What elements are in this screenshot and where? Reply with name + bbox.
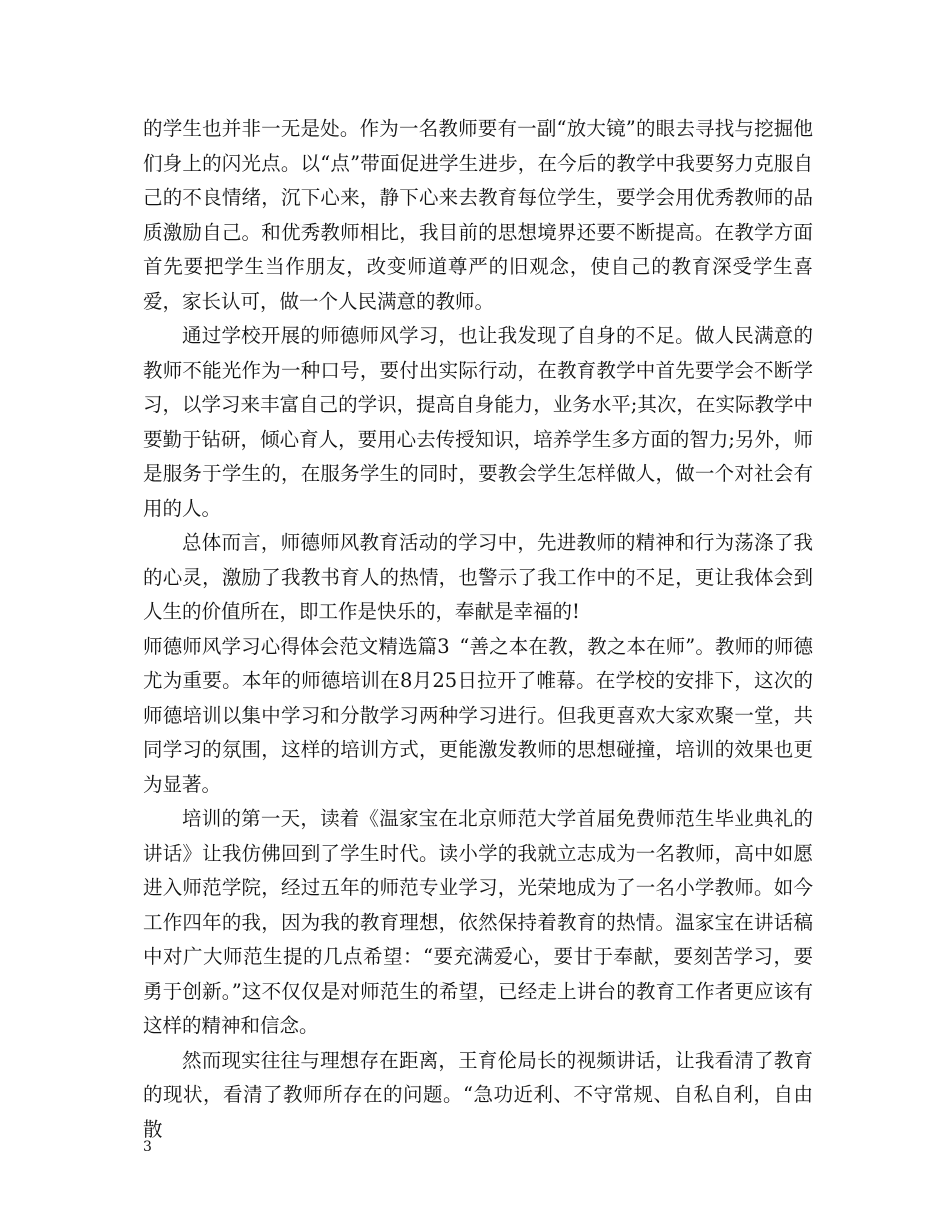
paragraph-4: [143, 630, 813, 803]
page-number: 3: [143, 1139, 152, 1155]
document-body: [143, 112, 813, 1147]
paragraph-3: 总体而言，师德师风教育活动的学习中，先进教师的精神和行为荡涤了我的心灵，激励了我教书育人的热情，也警示了我工作中的不足，更让我体会到人生的价值所在，即工作是快乐的，奉献是幸福的!: [143, 531, 813, 623]
paragraph-2: 通过学校开展的师德师风学习，也让我发现了自身的不足。做人民满意的教师不能光作为一种口号，要付出实际行动，在教育教学中首先要学会不断学习，以学习来丰富自己的学识，提高自身能力，业务水平;其次，在实际教学中要勤于钻研，倾心育人，要用心去传授知识，培养学生多方面的智力;另外，师是服务于学生的，在服务学生的同时，要教会学生怎样做人，做一个对社会有用的人。: [143, 324, 813, 520]
paragraph-1: 的学生也并非一无是处。作为一名教师要有一副“放大镜”的眼去寻找与挖掘他们身上的闪光点。以“点”带面促进学生进步，在今后的教学中我要努力克服自己的不良情绪，沉下心来，静下心来去教育每位学生，要学会用优秀教师的品质激励自己。和优秀教师相比，我目前的思想境界还要不断提高。在教学方面首先要把学生当作朋友，改变师道尊严的旧观念，使自己的教育深受学生喜爱，家长认可，做一个人民满意的教师。: [143, 117, 813, 313]
paragraph-5: 培训的第一天，读着《温家宝在北京师范大学首届免费师范生毕业典礼的讲话》让我仿佛回到了学生时代。读小学的我就立志成为一名教师，高中如愿进入师范学院，经过五年的师范专业学习，光荣地成为了一名小学教师。如今工作四年的我，因为我的教育理想，依然保持着教育的热情。温家宝在讲话稿中对广大师范生提的几点希望：“要充满爱心，要甘于奉献，要刻苦学习，要勇于创新。”这不仅仅是对师范生的希望，已经走上讲台的教育工作者更应该有这样的精神和信念。: [143, 807, 813, 1037]
paragraph-4-text: “善之本在教，教之本在师”。教师的师德尤为重要。本年的师德培训在8月25日拉开了帷幕。在学校的安排下，这次的师德培训以集中学习和分散学习两种学习进行。但我更喜欢大家欢聚一堂，共同学习的氛围，这样的培训方式，更能激发教师的思想碰撞，培训的效果也更为显著。: [143, 634, 813, 796]
paragraph-6: 然而现实往往与理想存在距离，王育伦局长的视频讲话，让我看清了教育的现状，看清了教师所存在的问题。“急功近利、不守常规、自私自利，自由散: [143, 1048, 813, 1141]
section-heading: 师德师风学习心得体会范文精选篇3: [143, 634, 450, 658]
